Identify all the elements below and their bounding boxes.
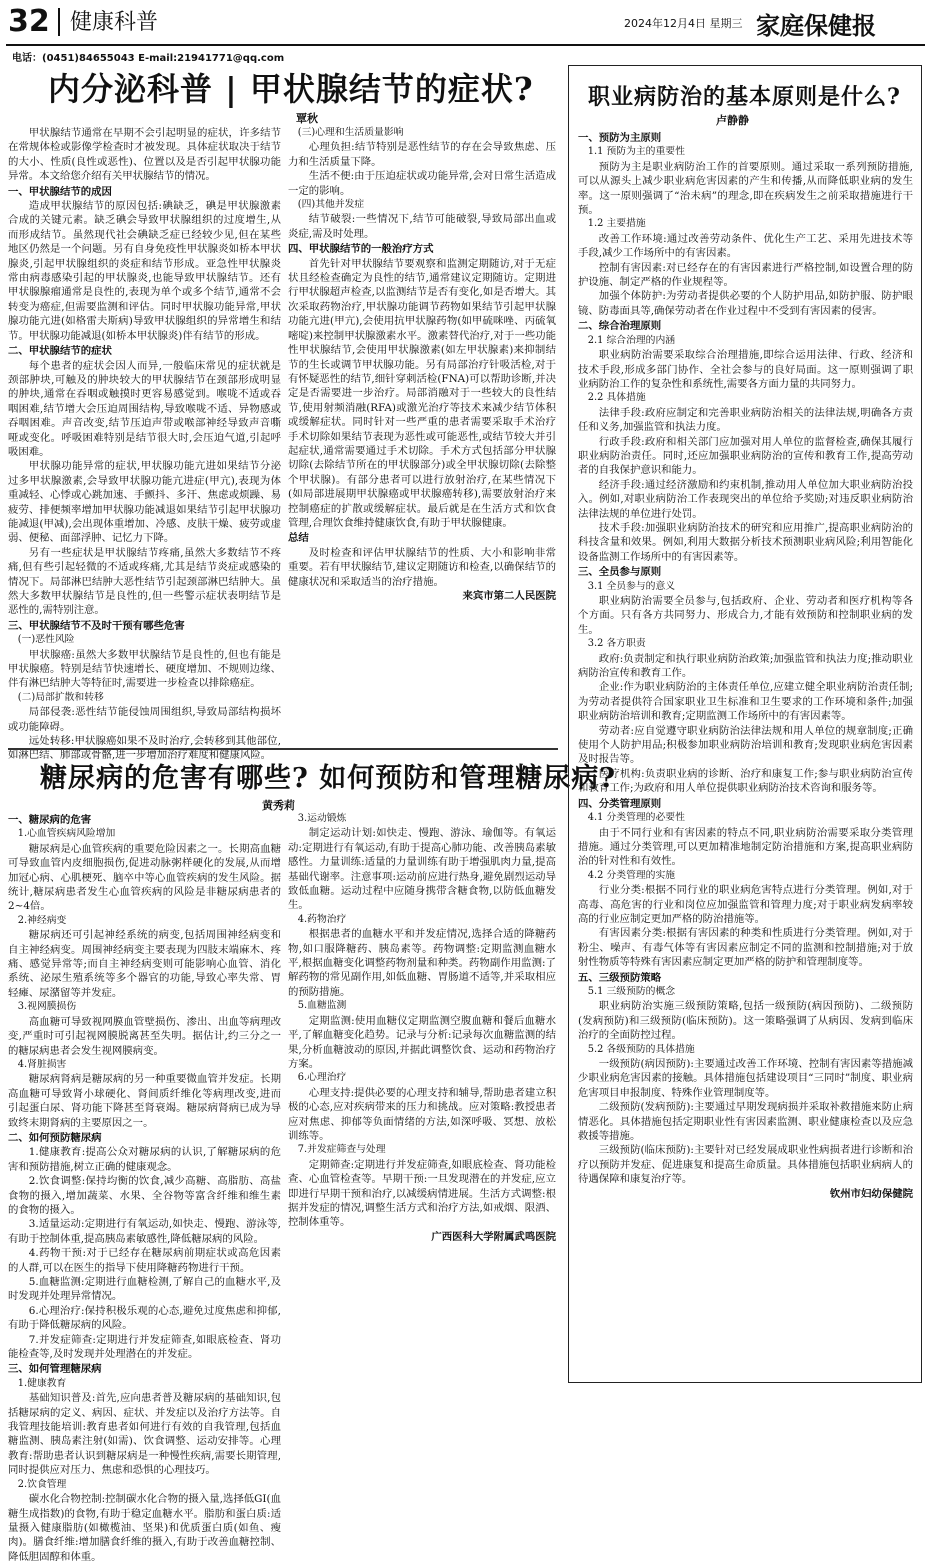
subsection-heading: 2.神经病变 [17,914,67,926]
paragraph: 政府:负责制定和执行职业病防治政策;加强监管和执法力度;推动职业病防治宣传和教育工作。 [578,652,913,680]
subsection-heading: 1.1 预防为主的重要性 [587,146,685,158]
paragraph: 心理负担:结节特别是恶性结节的存在会导致焦虑、压力和生活质量下降。 [288,141,556,168]
section-heading: 二、综合治理原则 [578,320,662,333]
paragraph: 职业病防治实施三级预防策略,包括一级预防(病因预防)、二级预防(发病预防)和三级预防(临床预防)。这一策略强调了从病因、发病到临床治疗的全面防控过程。 [578,1000,913,1042]
article1-title: 内分泌科普 | 甲状腺结节的症状? [48,70,534,108]
paragraph: 定期监测:使用血糖仪定期监测空腹血糖和餐后血糖水平,了解血糖变化趋势。记录与分析:记录每次血糖监测的结果,分析血糖波动的原因,并据此调整饮食、运动和药物治疗方案。 [288,1014,556,1070]
article2-column-2 [288,812,556,1388]
paragraph: 局部侵袭:恶性结节能侵蚀周围组织,导致局部结构损坏或功能障碍。 [8,706,281,733]
paragraph: 结节破裂:一些情况下,结节可能破裂,导致局部出血或炎症,需及时处理。 [288,213,556,240]
section-heading: 三、甲状腺结节不及时干预有哪些危害 [8,619,185,632]
paragraph: 每个患者的症状会因人而异,一般临床常见的症状就是颈部肿块,可触及的肿块较大的甲状腺结节在颈部形成明显的肿块,通常在吞咽或触摸时更容易感觉到。喉咙不适或吞咽困难,结节增大会压迫周围结构,导致喉咙不适、异物感或吞咽困难。声音改变,结节压迫声带或喉部神经导致声音嘶哑或变化。呼吸困难特别是结节很大时,会压迫气道,引起呼吸困难。 [8,359,281,458]
subsection-heading: (四)其他并发症 [297,199,365,211]
page-header [0,0,931,46]
paragraph: 碳水化合物控制:控制碳水化合物的摄入量,选择低GI(血糖生成指数)的食物,有助于稳定血糖水平。脂肪和蛋白质:适量摄入健康脂肪(如橄榄油、坚果)和优质蛋白质(如鱼、瘦肉)。膳食纤维:增加膳食纤维的摄入,有助于改善血糖控制、降低胆固醇和体重。 [8,1493,281,1563]
paragraph: 糖尿病肾病是糖尿病的另一种重要微血管并发症。长期高血糖可导致肾小球硬化、肾间质纤维化等病理改变,进而引起蛋白尿、肾功能下降甚至肾衰竭。糖尿病肾病已成为导致终末期肾病的主要原因之一。 [8,1073,281,1129]
subsection-heading: 4.1 分类管理的必要性 [587,812,685,824]
paragraph: 7.并发症筛查:定期进行并发症筛查,如眼底检查、肾功能检查等,及时发现并处理潜在的并发症。 [8,1333,281,1361]
paragraph: 职业病防治需要采取综合治理措施,即综合运用法律、行政、经济和技术手段,形成多部门协作、全社会参与的良好局面。这一原则强调了职业病防治工作的复杂性和系统性,需要各方面力量的共同努力。 [578,349,913,390]
paragraph: 职业病防治需要全员参与,包括政府、企业、劳动者和医疗机构等各个方面。只有各方共同努力、形成合力,才能有效预防和控制职业病的发生。 [578,595,913,636]
paragraph: 4.药物干预:对于已经存在糖尿病前期症状或高危因素的人群,可以在医生的指导下使用降糖药物进行干预。 [8,1247,281,1274]
subsection-heading: 4.药物治疗 [297,913,347,925]
paragraph: 首先针对甲状腺结节要观察和监测定期随访,对于无症状且经检查确定为良性的结节,通常建议定期随访。定期进行甲状腺超声检查,以监测结节是否有变化,如是否增大。其次采取药物治疗,甲状腺功能调节药物如果结节引起甲状腺功能亢进(甲亢),会使用抗甲状腺药物(如甲硫咪唑、丙硫氧嘧啶)来控制甲状腺激素水平。激素替代治疗,对于一些功能性甲状腺结节,会使用甲状腺激素(如左甲状腺素)来抑制结节的生长或调节甲状腺功能。另有局部治疗针吸活检,对于有怀疑恶性的结节,细针穿刺活检(FNA)可以帮助诊断,并决定是否需要进一步治疗。局部消融对于一些较大的良性结节,使用射频消融(RFA)或激光治疗等技术来减少结节体积或缓解症状。同时针对一些严重的患者需要采取手术治疗手术切除如果结节表现为恶性或可能恶性,或结节较大并引起症状,通常需要通过手术切除。手术方式包括部分甲状腺切除(去除结节所在的甲状腺部分)或全甲状腺切除(去除整个甲状腺)。有部分患者可以进行放射治疗,在某些情况下(如局部进展期甲状腺癌或甲状腺癌转移),需要放射治疗来控制癌症的扩散或缓解症状。最后就是在生活方式和饮食管理,合理饮食维持健康饮食,有助于甲状腺健康。 [288,257,556,529]
paragraph: 心理支持:提供必要的心理支持和辅导,帮助患者建立积极的心态,应对疾病带来的压力和挑战。应对策略:教授患者应对焦虑、抑郁等负面情绪的方法,如深呼吸、冥想、放松训练等。 [288,1086,556,1142]
section-heading: 一、糖尿病的危害 [8,814,92,826]
subsection-heading: 6.心理治疗 [297,1072,347,1084]
paragraph: 法律手段:政府应制定和完善职业病防治相关的法律法规,明确各方责任和义务,加强监管和执法力度。 [578,406,913,434]
paragraph: 有害因素分类:根据有害因素的种类和性质进行分类管理。例如,对于粉尘、噪声、有毒气体等有害因素应制定不同的监测和控制措施;对于放射性物质等特殊有害因素应制定更加严格的防护和管理制度等。 [578,927,913,969]
section-heading: 三、全员参与原则 [578,566,662,579]
article3-title: 职业病防治的基本原则是什么? [588,84,901,110]
article2-title: 糖尿病的危害有哪些? 如何预防和管理糖尿病? [40,763,617,794]
section-heading: 二、甲状腺结节的症状 [8,345,112,358]
paragraph: 劳动者:应自觉遵守职业病防治法律法规和用人单位的规章制度;正确使用个人防护用品;积极参加职业病防治培训和教育;发现职业病危害因素及时报告等。 [578,724,913,766]
section-heading: 二、如何预防糖尿病 [8,1131,102,1144]
paragraph: 生活不便:由于压迫症状或功能异常,会对日常生活造成一定的影响。 [288,170,556,197]
subsection-heading: 3.视网膜损伤 [17,1001,77,1013]
paragraph: 预防为主是职业病防治工作的首要原则。通过采取一系列预防措施,可以从源头上减少职业病危害因素的产生和传播,从而降低职业病的发生率。这一原则强调了“治未病”的理念,即在疾病发生之前采取措施进行干预。 [578,160,913,217]
paragraph: 5.血糖监测:定期进行血糖检测,了解自己的血糖水平,及时发现并处理异常情况。 [8,1276,281,1303]
paragraph: 1.健康教育:提高公众对糖尿病的认识,了解糖尿病的危害和预防措施,树立正确的健康观念。 [8,1146,281,1173]
subsection-heading: 4.肾脏损害 [17,1058,67,1070]
paragraph: 2.饮食调整:保持均衡的饮食,减少高糖、高脂肪、高盐食物的摄入,增加蔬菜、水果、全谷物等富含纤维和维生素的食物的摄入。 [8,1175,281,1216]
issue-date: 2024年12月4日 星期三 [624,17,743,30]
subsection-heading: 3.1 全员参与的意义 [587,580,676,592]
article3-author: 卢静静 [716,114,749,127]
paragraph: 甲状腺功能异常的症状,甲状腺功能亢进如果结节分泌过多甲状腺激素,会导致甲状腺功能亢进症(甲亢),表现为体重减轻、心悸或心跳加速、手颤抖、多汗、焦虑或烦躁、易疲劳、排便频率增加甲状腺功能减退如果结节引起甲状腺功能减退(甲减),会出现体重增加、冷感、皮肤干燥、疲劳或虚弱、便秘、面部浮肿、记忆力下降。 [8,460,281,545]
paragraph: 甲状腺癌:虽然大多数甲状腺结节是良性的,但也有能是甲状腺癌。特别是结节快速增长、硬度增加、不规则边缘、伴有淋巴结肿大等特征时,需要进一步检查以排除癌症。 [8,648,281,690]
paragraph: 3.适量运动:定期进行有氧运动,如快走、慢跑、游泳等,有助于控制体重,提高胰岛素敏感性,降低糖尿病的风险。 [8,1218,281,1245]
paragraph: 医疗机构:负责职业病的诊断、治疗和康复工作;参与职业病防治宣传和教育工作;为政府和用人单位提供职业病防治技术咨询和服务等。 [578,767,913,795]
subsection-heading: 7.并发症筛查与处理 [297,1144,386,1156]
section-heading: 一、甲状腺结节的成因 [8,185,112,198]
page-number: 32 [8,4,50,39]
paragraph: 加强个体防护:为劳动者提供必要的个人防护用品,如防护服、防护眼镜、防毒面具等,确保劳动者在作业过程中不受到有害因素的侵害。 [578,290,913,317]
paragraph: 制定运动计划:如快走、慢跑、游泳、瑜伽等。有氧运动:定期进行有氧运动,有助于提高心肺功能、改善胰岛素敏感性。力量训练:适量的力量训练有助于增强肌肉力量,提高基础代谢率。注意事项:运动前应进行热身,避免剧烈运动导致低血糖。运动过程中应随身携带含糖食物,以防低血糖发生。 [288,827,556,912]
subsection-heading: 3.2 各方职责 [587,638,646,650]
paragraph: 糖尿病还可引起神经系统的病变,包括周围神经病变和自主神经病变。周围神经病变主要表现为四肢末端麻木、疼痛、感觉异常等;而自主神经病变则可能影响心血管、消化系统、泌尿生殖系统等多个器官的功能,导致心率失常、胃轻瘫、尿潴留等并发症。 [8,929,281,999]
contact-line: 电话：(0451)84655043 E-mail:21941771@qq.com [12,53,285,64]
source-credit: 来宾市第二人民医院 [462,590,556,602]
paragraph: 一级预防(病因预防):主要通过改善工作环境、控制有害因素等措施减少职业病危害因素的接触。具体措施包括建设项目“三同时”制度、职业病危害项目申报制度、特殊作业管理制度等。 [578,1058,913,1099]
paragraph: 由于不同行业和有害因素的特点不同,职业病防治需要采取分类管理措施。通过分类管理,可以更加精准地制定防治措施和方案,提高职业病防治的针对性和有效性。 [578,826,913,868]
paragraph: 高血糖可导致视网膜血管壁损伤、渗出、出血等病理改变,严重时可引起视网膜脱离甚至失明。据估计,约三分之一的糖尿病患者会发生视网膜病变。 [8,1015,281,1057]
article1-column-2 [288,126,556,744]
subsection-heading: 2.2 具体措施 [587,392,646,404]
subsection-heading: (一)恶性风险 [17,634,75,646]
article3-column [578,130,913,1378]
source-credit: 钦州市妇幼保健院 [829,1187,913,1200]
paragraph: 糖尿病是心血管疾病的重要危险因素之一。长期高血糖可导致血管内皮细胞损伤,促进动脉粥样硬化的发展,从而增加冠心病、心肌梗死、脑卒中等心血管疾病的发生风险。据统计,糖尿病患者发生心血管疾病的风险是非糖尿病患者的2~4倍。 [8,842,281,913]
paragraph: 基础知识普及:首先,应向患者普及糖尿病的基础知识,包括糖尿病的定义、病因、症状、并发症以及治疗方法等。自我管理技能培训:教育患者如何进行有效的自我管理,包括血糖监测、胰岛素注射(如需)、饮食调整、运动安排等。心理教育:帮助患者认识到糖尿病是一种慢性疾病,需要长期管理,同时提供应对压力、焦虑和恐惧的心理技巧。 [8,1392,281,1477]
subsection-heading: (三)心理和生活质量影响 [297,127,404,138]
section-heading: 一、预防为主原则 [578,132,662,144]
section-heading: 四、分类管理原则 [578,797,662,810]
article2-column-1 [8,812,281,1563]
paragraph: 控制有害因素:对已经存在的有害因素进行严格控制,如设置合理的防护设施、制定严格的作业规程等。 [578,261,913,289]
subsection-heading: (二)局部扩散和转移 [17,691,104,703]
paragraph: 行业分类:根据不同行业的职业病危害特点进行分类管理。例如,对于高毒、高危害的行业和岗位应加强监管和管理力度;对于职业病发病率较高的行业应制定更加严格的防治措施等。 [578,884,913,925]
subsection-heading: 2.1 综合治理的内涵 [587,334,676,346]
subsection-heading: 4.2 分类管理的实施 [587,869,676,881]
subsection-heading: 5.1 三级预防的概念 [587,985,676,997]
paragraph: 经济手段:通过经济激励和约束机制,推动用人单位加大职业病防治投入。例如,对职业病防治工作表现突出的单位给予奖励;对违反职业病防治法律法规的单位进行处罚。 [578,478,913,520]
masthead-logo: 家庭保健报 [756,11,876,40]
subsection-heading: 1.健康教育 [17,1377,67,1389]
section-heading: 四、甲状腺结节的一般治疗方式 [288,243,434,256]
article1-column-1 [8,126,281,762]
paragraph: 远处转移:甲状腺癌如果不及时治疗,会转移到其他部位,如淋巴结、肺部或骨骼,进一步增加治疗难度和健康风险。 [8,735,281,762]
subsection-heading: 3.运动锻炼 [297,813,347,824]
header-divider [58,8,60,36]
subsection-heading: 2.饮食管理 [17,1478,67,1490]
paragraph: 技术手段:加强职业病防治技术的研究和应用推广,提高职业病防治的科技含量和效果。例如,利用大数据分析技术预测职业病风险;利用智能化设备监测工作场所中的有害因素等。 [578,521,913,563]
subsection-heading: 5.2 各级预防的具体措施 [587,1043,695,1055]
article1-author: 覃秋 [296,112,318,125]
subsection-heading: 1.2 主要措施 [587,218,646,230]
subsection-heading: 1.心血管疾病风险增加 [17,828,116,840]
section-name: 健康科普 [70,10,159,35]
source-credit: 广西医科大学附属武鸣医院 [431,1230,556,1243]
article2-author: 黄秀莉 [262,799,295,812]
paragraph: 根据患者的血糖水平和并发症情况,选择合适的降糖药物,如口服降糖药、胰岛素等。药物调整:定期监测血糖水平,根据血糖变化调整药物剂量和种类。药物副作用监测:了解药物的常见副作用,如低血糖、胃肠道不适等,并采取相应的预防措施。 [288,928,556,998]
subsection-heading: 5.血糖监测 [297,1000,347,1012]
section-heading: 三、如何管理糖尿病 [8,1363,102,1376]
header-rule [6,44,925,46]
paragraph: 另有一些症状是甲状腺结节疼痛,虽然大多数结节不疼痛,但有些引起轻微的不适或疼痛,尤其是结节炎症或感染的情况下。局部淋巴结肿大恶性结节引起颈部淋巴结肿大。虽然大多数甲状腺结节是良性的,但一些警示症状表明结节是恶性的,需特别注意。 [8,546,281,617]
paragraph: 二级预防(发病预防):主要通过早期发现病损并采取补救措施来防止病情恶化。具体措施包括定期职业性有害因素监测、职业健康检查以及应急救援等措施。 [578,1101,913,1143]
paragraph: 造成甲状腺结节的原因包括:碘缺乏，碘是甲状腺激素合成的关键元素。缺乏碘会导致甲状腺组织的过度增生,从而形成结节。虽然现代社会碘缺乏症已经较少见,但在某些地区仍然是一个问题。另有自身免疫性甲状腺炎如桥本甲状腺炎,引起甲状腺组织的炎症和结节形成。亚急性甲状腺炎常由病毒感染引起的甲状腺炎,也能导致甲状腺结节。还有甲状腺腺瘤通常是良性的,表现为单个或多个结节,通常不会转变为癌症,但需要监测和评估。同时甲状腺功能异常,甲状腺功能亢进(如格雷夫斯病)导致甲状腺组织的异常增生和结节。甲状腺功能减退(如桥本甲状腺炎)伴有结节的形成。 [8,200,281,342]
paragraph: 甲状腺结节通常在早期不会引起明显的症状，许多结节在常规体检或影像学检查时才被发现。具体症状取决于结节的大小、性质(良性或恶性)、位置以及是否引起甲状腺功能异常。本文给您介绍有关甲状腺结节的情况。 [8,127,281,183]
paragraph: 及时检查和评估甲状腺结节的性质、大小和影响非常重要。若有甲状腺结节,建议定期随访和检查,以确保结节的健康状况和采取适当的治疗措施。 [288,546,556,588]
paragraph: 定期筛查:定期进行并发症筛查,如眼底检查、肾功能检查、心血管检查等。早期干预:一旦发现潜在的并发症,应立即进行早期干预和治疗,以减缓病情进展。生活方式调整:根据并发症的情况,调整生活方式和治疗方法,如戒烟、限酒、控制体重等。 [288,1158,556,1229]
article-divider [8,748,558,750]
section-heading: 总结 [288,532,309,545]
paragraph: 6.心理治疗:保持积极乐观的心态,避免过度焦虑和抑郁,有助于降低糖尿病的风险。 [8,1304,281,1332]
paragraph: 改善工作环境:通过改善劳动条件、优化生产工艺、采用先进技术等手段,减少工作场所中的有害因素。 [578,232,913,260]
paragraph: 行政手段:政府和相关部门应加强对用人单位的监督检查,确保其履行职业病防治责任。同时,还应加强职业病防治的宣传和教育工作,提高劳动者的自我保护意识和能力。 [578,435,913,477]
paragraph: 三级预防(临床预防):主要针对已经发展成职业性病损者进行诊断和治疗以预防并发症、促进康复和提高生命质量。具体措施包括职业病病人的待遇保障和康复治疗等。 [578,1144,913,1186]
paragraph: 企业:作为职业病防治的主体责任单位,应建立健全职业病防治责任制;为劳动者提供符合国家职业卫生标准和卫生要求的工作环境和条件;加强职业病防治培训和教育;定期监测工作场所中的有害因素等。 [578,681,913,723]
section-heading: 五、三级预防策略 [578,971,662,984]
